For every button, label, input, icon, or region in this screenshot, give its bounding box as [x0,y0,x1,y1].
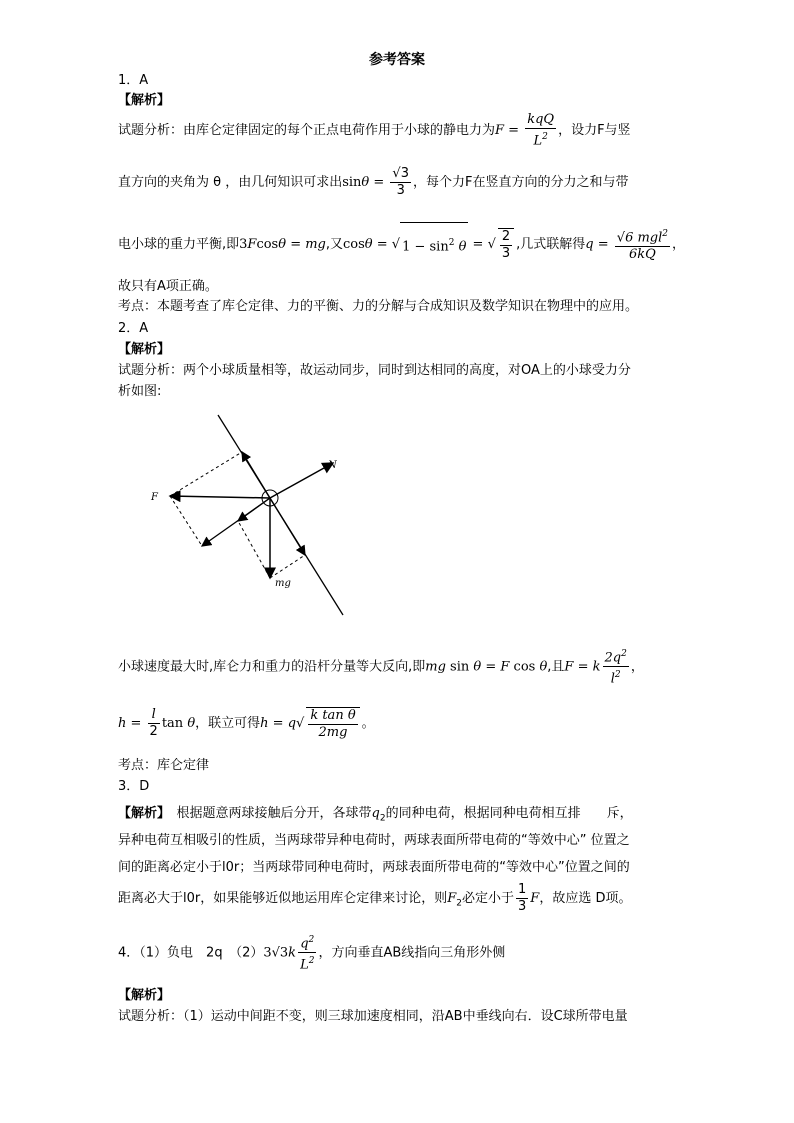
q1-line2: 直方向的夹角为 θ ，由几何知识可求出sinθ = $\frac{√3}{3}$ ，每个力F在竖直方向的分力之和与带 [118,166,629,198]
q3-line2: 异种电荷互相吸引的性质，当两球带异种电荷时，两球表面所带电荷的“等效中心” 位置之 [118,833,630,848]
q1-number: 1．A [118,73,149,88]
q1-analysis-tag: 【解析】 [118,93,171,108]
q1-line4: 故只有A项正确。 [118,279,218,294]
force-diagram [140,410,360,620]
q4-line1: 4．（1）负电 2q （2）3√3k $\frac{q^2}{L^2}$ ，方向垂直AB线指向三角形外侧 [118,932,505,974]
label-mg: mg [275,578,291,589]
q1-line1: 试题分析：由库仑定律固定的每个正点电荷作用于小球的静电力为F = $\frac{\text{kqQ}}{L^2}$ ，设力F与竖 [118,112,631,149]
label-n: N [328,460,337,471]
coulomb-force-arrow [170,496,270,498]
q2-line5: 考点：库仑定律 [118,758,210,773]
q2-analysis-tag: 【解析】 [118,342,171,357]
normal-force-arrow [270,463,333,498]
mg-dashed-lines [238,521,305,578]
q1-line5: 考点：本题考查了库仑定律、力的平衡、力的分解与合成知识及数学知识在物理中的应用。 [118,299,639,314]
q2-line3: 小球速度最大时,库仑力和重力的沿杆分量等大反向,即mg sin θ = F cos θ,且F = k $\frac{2q^2}{l^2}$ ， [118,646,644,688]
q3-line4: 距离必大于l0r，如果能够近似地运用库仑定律来讨论，则$F_2$必定小于 $\frac{1}{3}$ F，故应选 D项。 [118,882,632,914]
f-dashed-lines [170,452,242,546]
q4-line2: 试题分析：（1）运动中间距不变，则三球加速度相同，沿AB中垂线向右．设C球所带电量 [118,1009,628,1024]
q1-line3: 电小球的重力平衡,即3Fcosθ = mg,又cosθ = √ $1 - \sin^2 \theta$ = √ $\frac{2}{3}$ ,几式联解得q = $\frac{√6 mgl^2}{6kQ}$ ， [118,222,685,267]
q2-number: 2．A [118,321,149,336]
page-title: 参考答案 [369,52,425,68]
q3-line3: 间的距离必定小于l0r；当两球带同种电荷时，两球表面所带电荷的“等效中心”位置之间的 [118,860,630,875]
mg-along-rod-arrow [270,498,305,555]
q3-number: 3．D [118,779,150,794]
q3-line1: 【解析】 根据题意两球接触后分开，各球带$q_2$的同种电荷，根据同种电荷相互排 斥， [118,806,633,824]
q2-line4: h = $\frac{l}{2}$ tan θ，联立可得h = q√ $\frac{\text{k tan θ}}{2mg}$ 。 [118,707,375,740]
q4-analysis-tag: 【解析】 [118,988,171,1003]
mg-perp-arrow [238,498,270,521]
q2-line2: 析如图: [118,384,162,399]
q2-line1: 试题分析：两个小球质量相等，故运动同步，同时到达相同的高度，对OA上的小球受力分 [118,363,631,378]
label-f: F [151,492,158,503]
f-along-rod-arrow [242,452,270,498]
